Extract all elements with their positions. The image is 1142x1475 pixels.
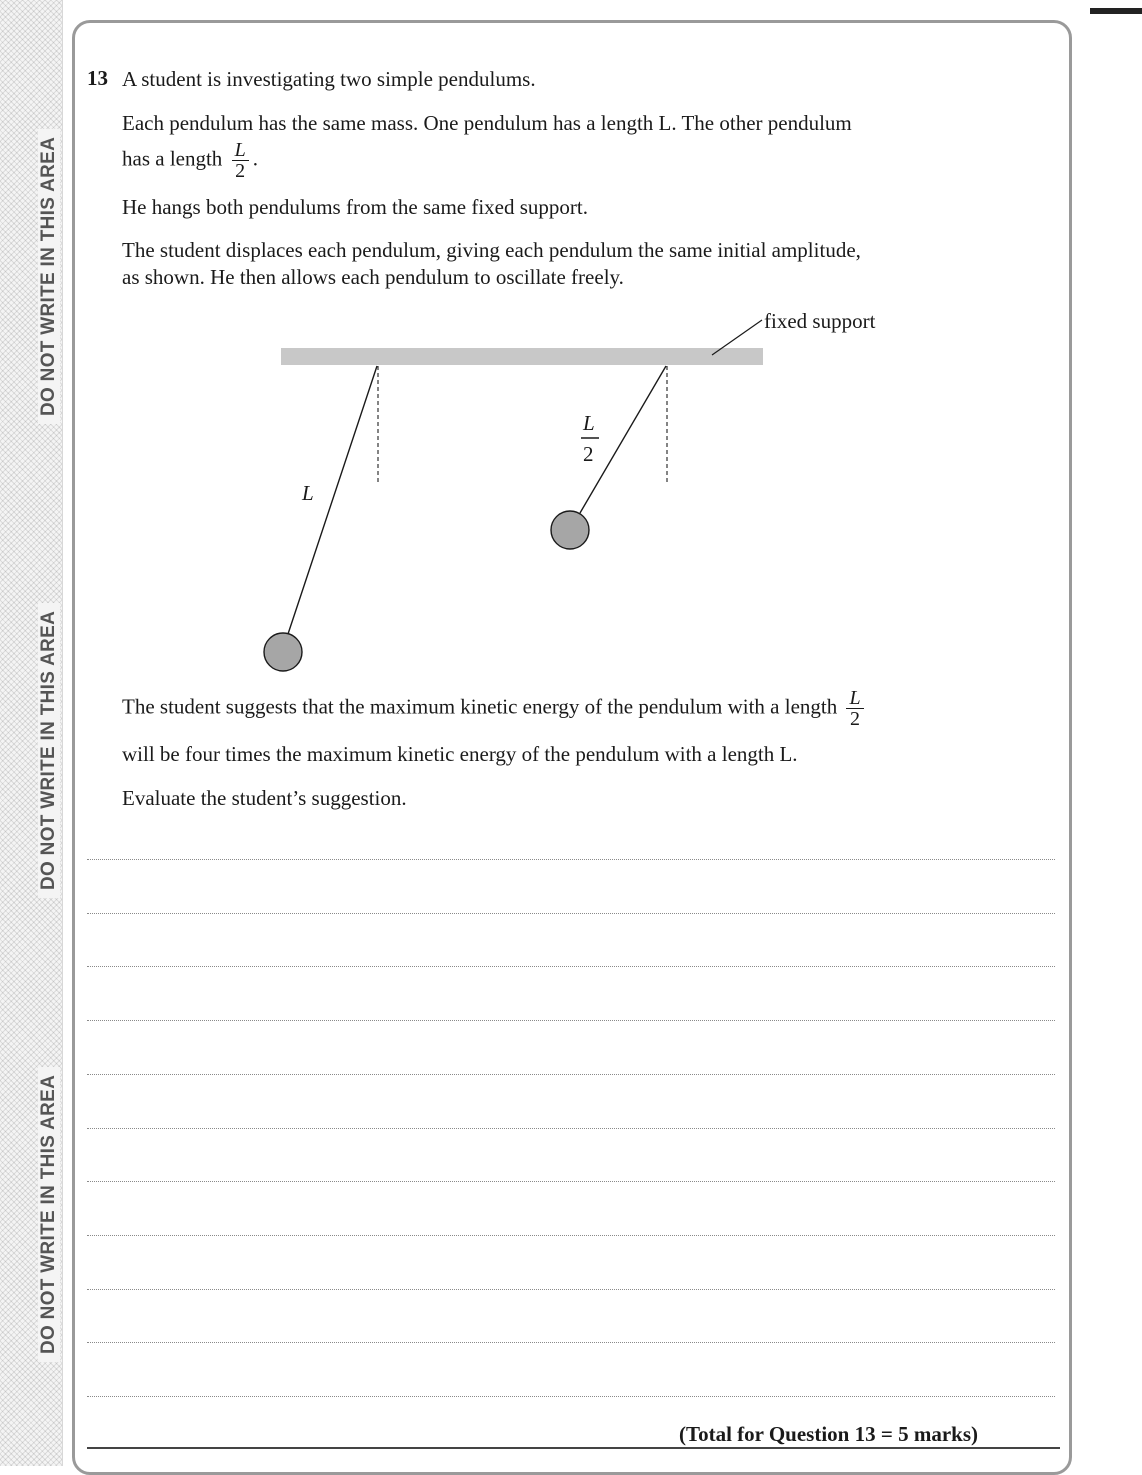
margin-warning-1: DO NOT WRITE IN THIS AREA xyxy=(38,129,60,424)
question-number: 13 xyxy=(87,66,108,90)
fraction-l-over-2-suggestion xyxy=(846,688,863,729)
short-length-denominator: 2 xyxy=(583,442,594,466)
para2-line1: Each pendulum has the same mass. One pendulum has a length L. The other pendulum xyxy=(122,111,852,135)
fraction-denominator-2: 2 xyxy=(846,708,863,729)
para4-line1: The student displaces each pendulum, giving each pendulum the same initial amplitude, xyxy=(122,238,861,262)
para5-line2: will be four times the maximum kinetic energy of the pendulum with a length L. xyxy=(122,742,798,766)
instruction-text: Evaluate the student’s suggestion. xyxy=(122,786,407,810)
answer-line[interactable] xyxy=(87,1074,1055,1075)
answer-line[interactable] xyxy=(87,1235,1055,1236)
answer-line[interactable] xyxy=(87,1396,1055,1397)
answer-line[interactable] xyxy=(87,913,1055,914)
suggestion-line1-text: The student suggests that the maximum kinetic energy of the pendulum with a length xyxy=(122,694,838,719)
total-marks: (Total for Question 13 = 5 marks) xyxy=(679,1422,978,1446)
short-length-numerator: L xyxy=(583,411,595,435)
para5-line1 xyxy=(122,688,868,729)
para4-line2: as shown. He then allows each pendulum to oscillate freely. xyxy=(122,265,624,289)
answer-line[interactable] xyxy=(87,966,1055,967)
margin-warning-3: DO NOT WRITE IN THIS AREA xyxy=(38,1067,60,1362)
support-label: fixed support xyxy=(764,309,876,333)
margin-warning-2: DO NOT WRITE IN THIS AREA xyxy=(38,603,60,898)
length-prefix: has a length xyxy=(122,146,223,171)
fraction-denominator: 2 xyxy=(232,160,249,181)
length-suffix: . xyxy=(252,146,258,171)
long-length-label: L xyxy=(302,481,314,505)
answer-line[interactable] xyxy=(87,1128,1055,1129)
fraction-numerator-2: L xyxy=(849,687,861,709)
long-pendulum-bob xyxy=(264,633,302,671)
total-rule xyxy=(87,1447,1060,1449)
fixed-support-bar xyxy=(281,348,763,365)
para3: He hangs both pendulums from the same fixed support. xyxy=(122,195,588,219)
answer-line[interactable] xyxy=(87,859,1055,860)
short-pendulum-string xyxy=(580,366,666,513)
answer-line[interactable] xyxy=(87,1020,1055,1021)
answer-line[interactable] xyxy=(87,1342,1055,1343)
answer-line[interactable] xyxy=(87,1181,1055,1182)
short-pendulum-bob xyxy=(551,511,589,549)
answer-line[interactable] xyxy=(87,1289,1055,1290)
fraction-numerator: L xyxy=(234,139,246,161)
intro-text: A student is investigating two simple pendulums. xyxy=(122,67,536,91)
